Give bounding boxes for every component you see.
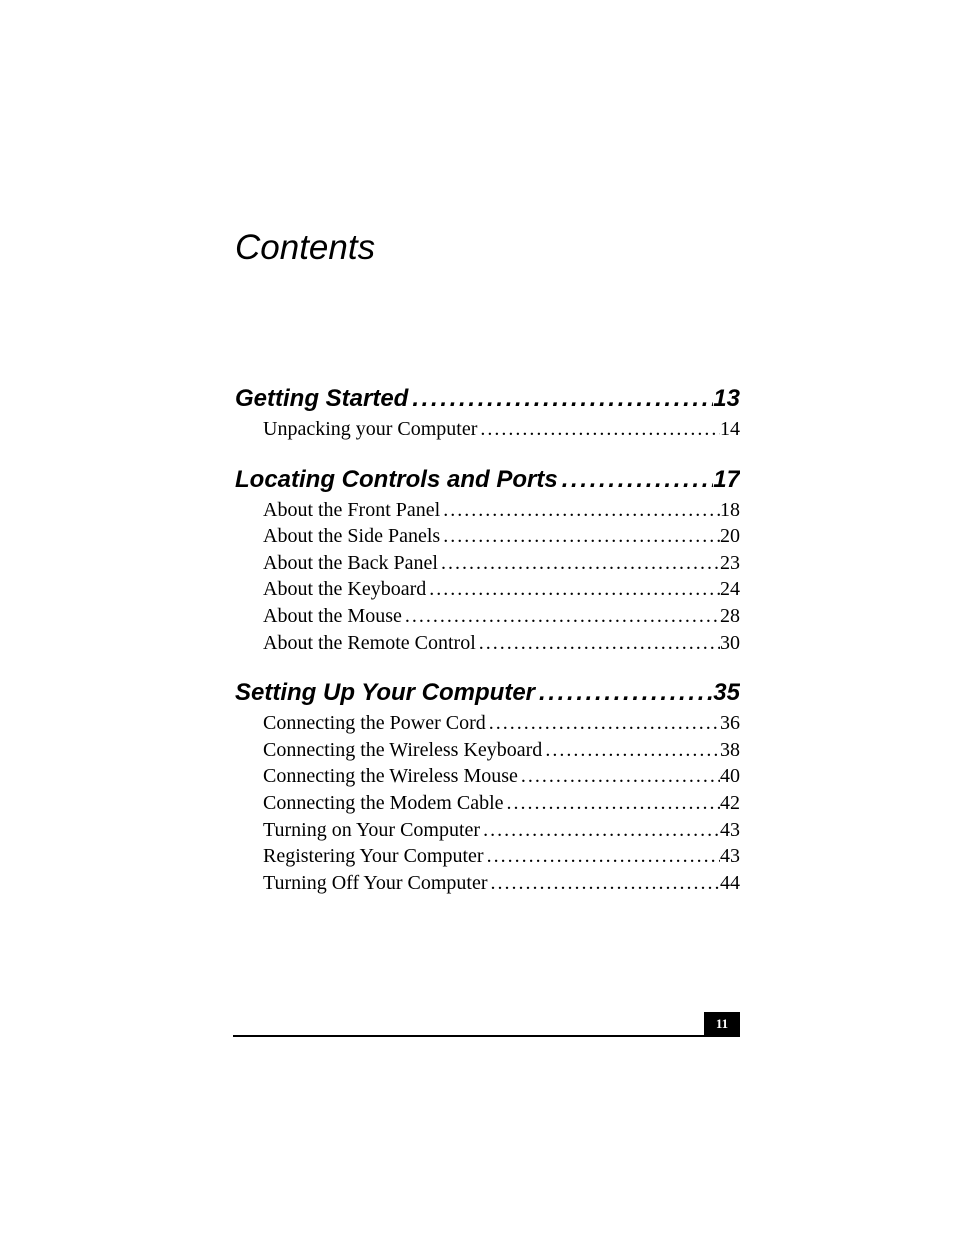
dot-leader	[443, 497, 720, 524]
dot-leader	[443, 523, 720, 550]
chapter-title: Setting Up Your Computer	[235, 676, 539, 710]
dot-leader	[405, 603, 720, 630]
chapter-title: Locating Controls and Ports	[235, 463, 562, 497]
dot-leader	[539, 676, 713, 710]
chapter-page-number: 35	[713, 676, 740, 710]
toc-section-getting-started	[235, 382, 740, 443]
dot-leader	[562, 463, 714, 497]
toc-entry-title: About the Side Panels	[263, 523, 443, 550]
toc-entry-title: Connecting the Modem Cable	[263, 790, 507, 817]
toc-entry-page-number: 14	[720, 416, 740, 443]
dot-leader	[480, 416, 720, 443]
toc-entry-title: Registering Your Computer	[263, 843, 487, 870]
toc-entry-page-number: 44	[720, 870, 740, 897]
dot-leader	[429, 576, 720, 603]
toc-entry-page-number: 43	[720, 817, 740, 844]
footer-rule	[233, 1035, 740, 1037]
dot-leader	[479, 630, 720, 657]
dot-leader	[507, 790, 720, 817]
chapter-page-number: 17	[713, 463, 740, 497]
toc-entry[interactable]	[263, 416, 740, 443]
dot-leader	[487, 843, 720, 870]
chapter-page-number: 13	[713, 382, 740, 416]
dot-leader	[441, 550, 720, 577]
toc-entry-title: Turning on Your Computer	[263, 817, 483, 844]
toc-entry[interactable]	[263, 630, 740, 657]
table-of-contents	[235, 382, 740, 896]
toc-entry[interactable]	[263, 790, 740, 817]
chapter-heading[interactable]	[235, 463, 740, 497]
toc-entry-page-number: 18	[720, 497, 740, 524]
toc-entry[interactable]	[263, 710, 740, 737]
toc-entry-title: About the Remote Control	[263, 630, 479, 657]
chapter-title: Getting Started	[235, 382, 412, 416]
toc-entry-title: Connecting the Power Cord	[263, 710, 489, 737]
toc-entry-page-number: 20	[720, 523, 740, 550]
toc-entry-page-number: 43	[720, 843, 740, 870]
dot-leader	[521, 763, 720, 790]
toc-entry-title: Connecting the Wireless Keyboard	[263, 737, 545, 764]
toc-entry-title: About the Front Panel	[263, 497, 443, 524]
toc-entry-page-number: 38	[720, 737, 740, 764]
dot-leader	[412, 382, 713, 416]
toc-entry[interactable]	[263, 737, 740, 764]
toc-entry[interactable]	[263, 576, 740, 603]
dot-leader	[490, 870, 720, 897]
toc-entry[interactable]	[263, 817, 740, 844]
chapter-heading[interactable]	[235, 382, 740, 416]
toc-entry[interactable]	[263, 870, 740, 897]
toc-entry[interactable]	[263, 497, 740, 524]
toc-section-setting-up	[235, 676, 740, 896]
toc-entry-page-number: 36	[720, 710, 740, 737]
toc-entry-title: Unpacking your Computer	[263, 416, 480, 443]
page-title: Contents	[235, 228, 376, 267]
toc-entry-page-number: 23	[720, 550, 740, 577]
toc-entry-page-number: 28	[720, 603, 740, 630]
toc-entry-title: About the Mouse	[263, 603, 405, 630]
dot-leader	[545, 737, 720, 764]
chapter-heading[interactable]	[235, 676, 740, 710]
dot-leader	[483, 817, 720, 844]
toc-section-locating-controls	[235, 463, 740, 657]
toc-entry-title: Turning Off Your Computer	[263, 870, 490, 897]
toc-entry-page-number: 30	[720, 630, 740, 657]
toc-entry[interactable]	[263, 523, 740, 550]
toc-entry[interactable]	[263, 763, 740, 790]
toc-entry[interactable]	[263, 550, 740, 577]
toc-entry-page-number: 40	[720, 763, 740, 790]
dot-leader	[489, 710, 720, 737]
toc-entry-page-number: 24	[720, 576, 740, 603]
toc-entry-title: About the Back Panel	[263, 550, 441, 577]
toc-entry[interactable]	[263, 843, 740, 870]
toc-entry-title: Connecting the Wireless Mouse	[263, 763, 521, 790]
toc-entry[interactable]	[263, 603, 740, 630]
page-number-badge: 11	[704, 1012, 740, 1037]
toc-entry-page-number: 42	[720, 790, 740, 817]
toc-entry-title: About the Keyboard	[263, 576, 429, 603]
